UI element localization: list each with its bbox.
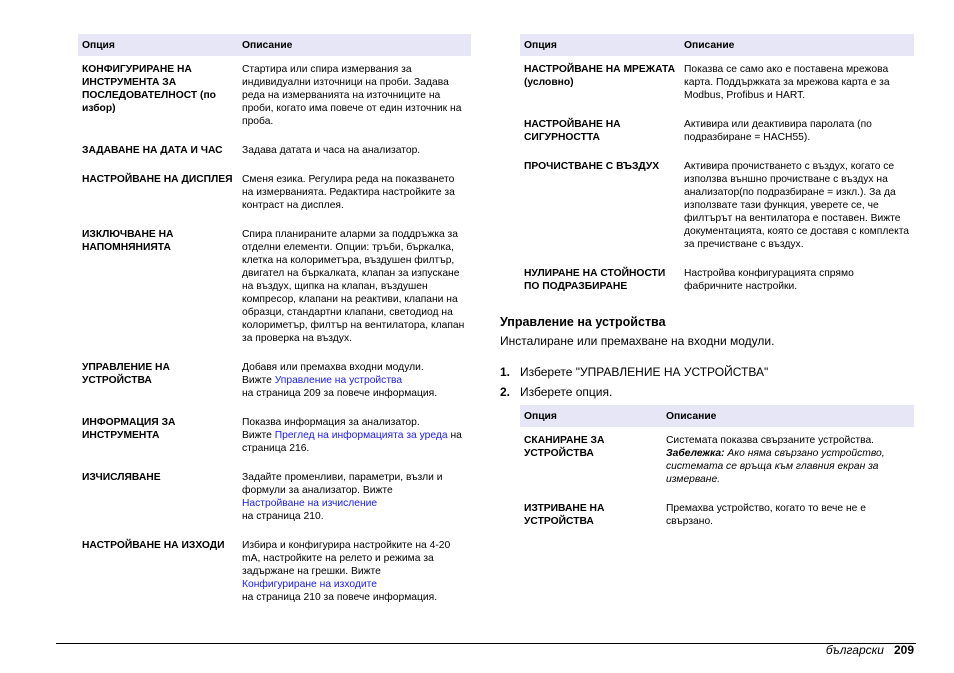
description-cell: Задава датата и часа на анализатор. [242,145,421,156]
link-device-management[interactable]: Управление на устройства [274,375,403,386]
table-row [78,225,471,358]
description-text: Задайте променливи, параметри, възли и формули за анализатор. Вижте [242,472,443,496]
option-cell: ЗАДАВАНЕ НА ДАТА И ЧАС [82,145,223,156]
table-row [520,427,914,499]
description-cell: Настройва конфигурацията спрямо фабричните настройки. [684,268,854,292]
description-text: Показва информация за анализатор. [242,417,420,428]
list-item [500,362,768,382]
description-text: на страница 216. [242,430,462,454]
table-header-row [520,405,914,427]
option-cell: КОНФИГУРИРАНЕ НА ИНСТРУМЕНТА ЗА ПОСЛЕДОВАТЕЛНОСТ (по избор) [82,64,216,114]
description-cell: Спира планираните аларми за поддръжка за отделни елементи. Опции: тръби, бъркалка, клетка на колориметъра, въздушен филтър, двигател на бъркалката, клапан за изпускане на въздух, щипка на клапан, въздушен компресор, клапани на реактиви, клапани на образци, стандартни клапани, светодиод на колориметър, филтър на вентилатора, клапан за проверка на въздух. [242,229,465,344]
description-text: Вижте [242,430,275,441]
page-footer [826,643,914,657]
description-cell [238,536,471,617]
table-header-row [78,34,471,56]
table-row [520,56,914,115]
description-text: Добавя или премахва входни модули. [242,362,424,373]
header-description: Описание [662,405,914,427]
description-text: Вижте [242,375,275,386]
option-cell: ИЗТРИВАНЕ НА УСТРОЙСТВА [524,503,605,527]
steps-list [500,362,768,402]
table-row [520,157,914,264]
table-row [78,358,471,413]
table-row [520,499,914,541]
description-cell [662,427,914,499]
option-cell: ИЗЧИСЛЯВАНЕ [82,472,161,483]
description-text: на страница 210. [242,511,324,522]
link-instrument-info[interactable]: Преглед на информацията за уреда [274,430,448,441]
option-cell: НАСТРОЙВАНЕ НА ДИСПЛЕЯ [82,174,233,185]
footer-language: български [825,643,884,657]
header-description: Описание [680,34,914,56]
table-row [78,468,471,536]
header-option: Опция [78,34,238,56]
description-text: Системата показва свързаните устройства. [666,435,875,446]
description-cell [238,358,471,413]
options-table-right [520,34,914,306]
table-row [78,141,471,170]
header-option: Опция [520,405,662,427]
devices-table [520,405,914,541]
page-number: 209 [893,643,914,657]
option-cell: ИНФОРМАЦИЯ ЗА ИНСТРУМЕНТА [82,417,176,441]
description-cell: Показва се само ако е поставена мрежова карта. Поддържката за мрежова карта е за Modbus, Profibus и HART. [684,64,890,101]
list-item [500,382,768,402]
table-row [78,536,471,617]
step-text: Изберете опция. [520,385,613,399]
option-cell: НУЛИРАНЕ НА СТОЙНОСТИ ПО ПОДРАЗБИРАНЕ [524,268,666,292]
step-number: 1. [500,365,511,379]
option-cell: НАСТРОЙВАНЕ НА СИГУРНОСТТА [524,119,621,143]
header-option: Опция [520,34,680,56]
section-title: Управление на устройства [500,315,666,329]
option-cell: ИЗКЛЮЧВАНЕ НА НАПОМНЯНИЯТА [82,229,174,253]
option-cell: НАСТРОЙВАНЕ НА ИЗХОДИ [82,540,225,551]
options-table-left [78,34,471,617]
table-row [78,56,471,141]
option-cell: ПРОЧИСТВАНЕ С ВЪЗДУХ [524,161,660,172]
description-cell: Активира прочистването с въздух, когато се използва външно прочистване с въздух на анализатор(по подразбиране = изкл.). За да използвате тази функция, уверете се, че филтърът на вентилатора е поставен. Вижте документацията, която се доставя с комплекта за пречистване с въздух. [684,161,910,250]
table-row [520,115,914,157]
section-intro: Инсталиране или премахване на входни модули. [500,334,775,348]
link-outputs-config[interactable]: Конфигуриране на изходите [242,579,377,590]
description-text: Избира и конфигурира настройките на 4-20 mA, настройките на релето и режима за задържане на грешки. Вижте [242,540,451,577]
option-cell: УПРАВЛЕНИЕ НА УСТРОЙСТВА [82,362,170,386]
link-calculation-setup[interactable]: Настройване на изчисление [242,498,378,509]
option-cell: СКАНИРАНЕ ЗА УСТРОЙСТВА [524,435,605,459]
table-row [520,264,914,306]
description-text: на страница 209 за повече информация. [242,388,438,399]
step-number: 2. [500,385,511,399]
description-cell [238,413,471,468]
description-cell: Активира или деактивира паролата (по подразбиране = HACH55). [684,119,872,143]
table-header-row [520,34,914,56]
description-cell: Стартира или спира измервания за индивидуални източници на проби. Задава реда на измерванията на източниците на проби, когато има повече от един източник на проба. [242,64,462,127]
header-description: Описание [238,34,471,56]
description-cell: Премахва устройство, когато то вече не е свързано. [666,503,866,527]
table-row [78,170,471,225]
description-cell: Сменя езика. Регулира реда на показването на измерванията. Редактира настройките за контраст на дисплея. [242,174,455,211]
footer-divider [56,643,916,644]
table-row [78,413,471,468]
description-text: на страница 210 за повече информация. [242,592,438,603]
step-text: Изберете "УПРАВЛЕНИЕ НА УСТРОЙСТВА" [520,365,769,379]
description-cell [238,468,471,536]
note-label: Забележка: [666,448,725,459]
option-cell: НАСТРОЙВАНЕ НА МРЕЖАТА (условно) [524,64,676,88]
note-text: Ако няма свързано устройство, системата се връща към главния екран за измерване. [666,448,885,485]
